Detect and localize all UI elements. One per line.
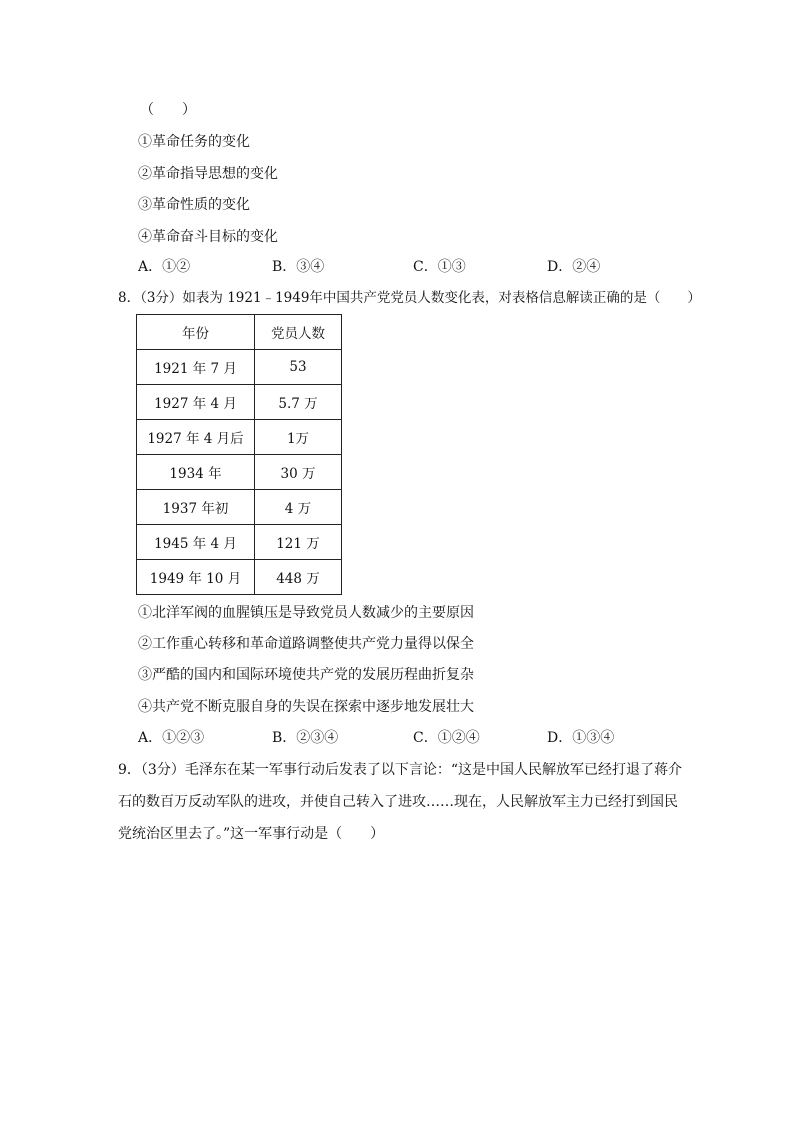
table-row <box>137 490 342 525</box>
table-header-row <box>137 315 342 350</box>
table-header-year: 年份 <box>137 315 255 350</box>
q7-option-a[interactable]: A．①② <box>138 259 191 275</box>
q7-option-c[interactable]: C．①③ <box>413 259 466 275</box>
q8-options <box>138 728 738 748</box>
q8-item-1: ①北洋军阀的血腥镇压是导致党员人数减少的主要原因 <box>138 605 474 621</box>
table-cell-members: 53 <box>255 350 342 385</box>
table-row <box>137 525 342 560</box>
q9-stem: 9．（3分）毛泽东在某一军事行动后发表了以下言论：“这是中国人民解放军已经打退了蒋介石的数百万反动军队的进攻，并使自己转入了进攻……现在，人民解放军主力已经打到国民党统治区里去了。”这一军事行动是（ ） <box>118 762 682 842</box>
table-cell-members: 30 万 <box>255 455 342 490</box>
q8-option-d[interactable]: D．①③④ <box>547 730 615 746</box>
table-row <box>137 455 342 490</box>
q8-option-c[interactable]: C．①②④ <box>413 730 480 746</box>
table-cell-year: 1937 年初 <box>137 490 255 525</box>
q8-option-a[interactable]: A．①②③ <box>138 730 205 746</box>
q8-item-2: ②工作重心转移和革命道路调整使共产党力量得以保全 <box>138 636 474 652</box>
table-row <box>137 385 342 420</box>
table-row <box>137 420 342 455</box>
q8-option-b[interactable]: B．②③④ <box>272 730 339 746</box>
q7-item-4: ④革命奋斗目标的变化 <box>138 229 278 245</box>
q7-item-2: ②革命指导思想的变化 <box>138 166 278 182</box>
table-cell-members: 121 万 <box>255 525 342 560</box>
q8-stem: 8．（3分）如表为 1921﹣1949年中国共产党党员人数变化表，对表格信息解读正确的是（ ） <box>118 290 701 306</box>
q7-option-b[interactable]: B．③④ <box>272 259 325 275</box>
q8-item-3: ③严酷的国内和国际环境使共产党的发展历程曲折复杂 <box>138 667 474 683</box>
q7-options <box>138 257 738 277</box>
table-cell-members: 4 万 <box>255 490 342 525</box>
table-cell-year: 1949 年 10 月 <box>137 560 255 595</box>
q7-answer-blank: （ ） <box>140 102 196 118</box>
table-cell-year: 1945 年 4 月 <box>137 525 255 560</box>
table-row <box>137 350 342 385</box>
q7-option-d[interactable]: D．②④ <box>547 259 601 275</box>
table-cell-members: 448 万 <box>255 560 342 595</box>
table-cell-members: 5.7 万 <box>255 385 342 420</box>
table-header-members: 党员人数 <box>255 315 342 350</box>
q8-item-4: ④共产党不断克服自身的失误在探索中逐步地发展壮大 <box>138 699 474 715</box>
q7-item-1: ①革命任务的变化 <box>138 134 250 150</box>
table-cell-year: 1927 年 4 月 <box>137 385 255 420</box>
table-row <box>137 560 342 595</box>
table-cell-members: 1万 <box>255 420 342 455</box>
party-membership-table <box>136 314 342 595</box>
table-cell-year: 1934 年 <box>137 455 255 490</box>
table-cell-year: 1927 年 4 月后 <box>137 420 255 455</box>
q7-item-3: ③革命性质的变化 <box>138 197 250 213</box>
table-cell-year: 1921 年 7 月 <box>137 350 255 385</box>
